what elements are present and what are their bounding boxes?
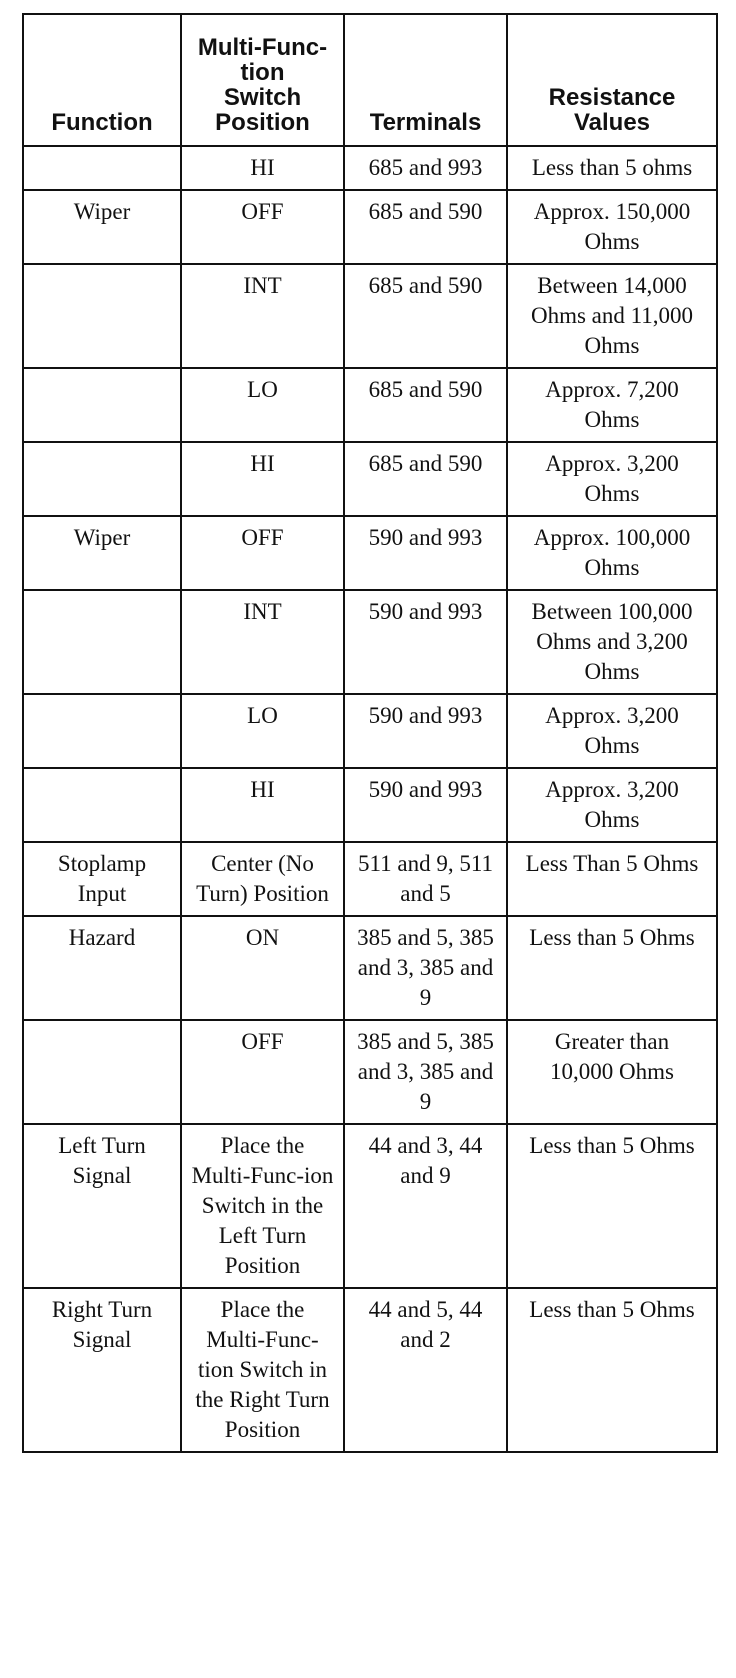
cell-resistance: Approx. 3,200 Ohms: [507, 442, 717, 516]
cell-switch-position: OFF: [181, 1020, 344, 1124]
cell-switch-position: OFF: [181, 516, 344, 590]
multi-function-switch-resistance-table: [22, 13, 718, 1453]
cell-function: Left Turn Signal: [23, 1124, 181, 1288]
cell-switch-position: ON: [181, 916, 344, 1020]
cell-terminals: 685 and 993: [344, 146, 507, 190]
header-switch-position-label: Multi-Func- tion Switch Position: [197, 34, 328, 136]
cell-function: [23, 368, 181, 442]
cell-resistance: Less than 5 Ohms: [507, 1124, 717, 1288]
cell-terminals: 685 and 590: [344, 264, 507, 368]
header-resistance-values-label: Resistance Values: [548, 84, 676, 136]
table-row: [23, 264, 717, 368]
table-body: [23, 146, 717, 1452]
cell-resistance: Less than 5 Ohms: [507, 1288, 717, 1452]
cell-terminals: 685 and 590: [344, 442, 507, 516]
cell-function: [23, 768, 181, 842]
cell-switch-position: HI: [181, 146, 344, 190]
cell-terminals: 385 and 5, 385 and 3, 385 and 9: [344, 916, 507, 1020]
cell-switch-position: Place the Multi-Func-tion Switch in the Right Turn Position: [181, 1288, 344, 1452]
cell-function: [23, 1020, 181, 1124]
cell-function: [23, 590, 181, 694]
table-row: [23, 768, 717, 842]
table-row: [23, 368, 717, 442]
header-row: [23, 14, 717, 146]
table-row: [23, 1020, 717, 1124]
cell-resistance: Approx. 3,200 Ohms: [507, 768, 717, 842]
table-row: [23, 516, 717, 590]
table-row: [23, 694, 717, 768]
cell-resistance: Less Than 5 Ohms: [507, 842, 717, 916]
cell-function: Wiper: [23, 190, 181, 264]
cell-switch-position: LO: [181, 694, 344, 768]
cell-terminals: 685 and 590: [344, 368, 507, 442]
cell-resistance: Between 100,000 Ohms and 3,200 Ohms: [507, 590, 717, 694]
cell-terminals: 590 and 993: [344, 694, 507, 768]
cell-function: [23, 442, 181, 516]
cell-resistance: Between 14,000 Ohms and 11,000 Ohms: [507, 264, 717, 368]
cell-resistance: Less than 5 Ohms: [507, 916, 717, 1020]
table-row: [23, 1124, 717, 1288]
cell-terminals: 44 and 3, 44 and 9: [344, 1124, 507, 1288]
cell-terminals: 590 and 993: [344, 590, 507, 694]
cell-switch-position: INT: [181, 264, 344, 368]
cell-resistance: Less than 5 ohms: [507, 146, 717, 190]
cell-switch-position: INT: [181, 590, 344, 694]
cell-switch-position: Center (No Turn) Position: [181, 842, 344, 916]
header-resistance-values: [507, 14, 717, 146]
cell-resistance: Approx. 150,000 Ohms: [507, 190, 717, 264]
header-terminals-label: Terminals: [369, 109, 482, 136]
cell-function: [23, 146, 181, 190]
cell-resistance: Approx. 7,200 Ohms: [507, 368, 717, 442]
table-row: [23, 146, 717, 190]
cell-terminals: 590 and 993: [344, 516, 507, 590]
cell-function: Right Turn Signal: [23, 1288, 181, 1452]
cell-switch-position: HI: [181, 442, 344, 516]
header-switch-position: [181, 14, 344, 146]
header-terminals: [344, 14, 507, 146]
cell-switch-position: Place the Multi-Func-ion Switch in the Left Turn Position: [181, 1124, 344, 1288]
cell-terminals: 685 and 590: [344, 190, 507, 264]
cell-switch-position: OFF: [181, 190, 344, 264]
cell-terminals: 590 and 993: [344, 768, 507, 842]
cell-function: [23, 694, 181, 768]
table-row: [23, 190, 717, 264]
cell-switch-position: HI: [181, 768, 344, 842]
cell-function: [23, 264, 181, 368]
table-row: [23, 916, 717, 1020]
cell-resistance: Approx. 100,000 Ohms: [507, 516, 717, 590]
cell-terminals: 511 and 9, 511 and 5: [344, 842, 507, 916]
cell-function: Wiper: [23, 516, 181, 590]
cell-resistance: Greater than 10,000 Ohms: [507, 1020, 717, 1124]
cell-terminals: 385 and 5, 385 and 3, 385 and 9: [344, 1020, 507, 1124]
header-function: [23, 14, 181, 146]
table-row: [23, 590, 717, 694]
header-function-label: Function: [51, 109, 153, 136]
cell-resistance: Approx. 3,200 Ohms: [507, 694, 717, 768]
cell-terminals: 44 and 5, 44 and 2: [344, 1288, 507, 1452]
table-row: [23, 442, 717, 516]
table-row: [23, 842, 717, 916]
table-row: [23, 1288, 717, 1452]
cell-function: Hazard: [23, 916, 181, 1020]
cell-switch-position: LO: [181, 368, 344, 442]
cell-function: Stoplamp Input: [23, 842, 181, 916]
